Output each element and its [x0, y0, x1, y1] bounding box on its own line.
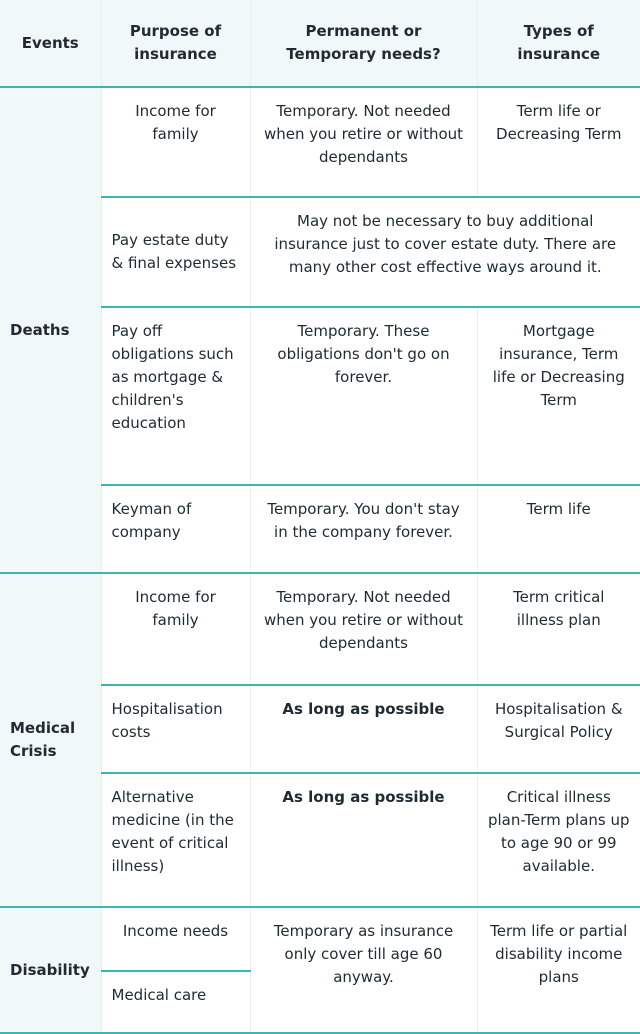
need-cell: Temporary. You don't stay in the company forever.	[250, 485, 477, 573]
need-cell: May not be necessary to buy additional insurance just to cover estate duty. There are many other cost effective ways around it.	[250, 197, 640, 307]
purpose-cell: Hospitalisation costs	[101, 685, 250, 773]
table-row	[0, 573, 640, 685]
type-cell: Term life or Decreasing Term	[477, 87, 640, 197]
type-cell: Term life or partial disability income plans	[477, 907, 640, 1033]
type-cell: Term life	[477, 485, 640, 573]
need-cell: Temporary as insurance only cover till age 60 anyway.	[250, 907, 477, 1033]
purpose-cell: Pay off obligations such as mortgage & children's education	[101, 307, 250, 485]
event-medical-crisis: Medical Crisis	[0, 573, 101, 907]
header-need-duration: Permanent or Temporary needs?	[250, 0, 477, 87]
purpose-cell: Income needs	[101, 907, 250, 971]
header-insurance-types: Types of insurance	[477, 0, 640, 87]
type-cell: Mortgage insurance, Term life or Decreasing Term	[477, 307, 640, 485]
purpose-cell: Income for family	[101, 573, 250, 685]
header-events: Events	[0, 0, 101, 87]
event-deaths: Deaths	[0, 87, 101, 573]
need-cell: Temporary. Not needed when you retire or without dependants	[250, 87, 477, 197]
purpose-cell: Keyman of company	[101, 485, 250, 573]
purpose-cell: Medical care	[101, 971, 250, 1033]
need-cell: Temporary. Not needed when you retire or without dependants	[250, 573, 477, 685]
type-cell: Hospitalisation & Surgical Policy	[477, 685, 640, 773]
need-cell: Temporary. These obligations don't go on forever.	[250, 307, 477, 485]
header-purpose: Purpose of insurance	[101, 0, 250, 87]
type-cell: Critical illness plan-Term plans up to age 90 or 99 available.	[477, 773, 640, 907]
table-row	[0, 907, 640, 971]
need-cell: As long as possible	[250, 773, 477, 907]
header-row	[0, 0, 640, 87]
purpose-cell: Pay estate duty & final expenses	[101, 197, 250, 307]
table-row	[0, 87, 640, 197]
need-cell: As long as possible	[250, 685, 477, 773]
purpose-cell: Income for family	[101, 87, 250, 197]
purpose-cell: Alternative medicine (in the event of critical illness)	[101, 773, 250, 907]
event-disability: Disability	[0, 907, 101, 1033]
type-cell: Term critical illness plan	[477, 573, 640, 685]
